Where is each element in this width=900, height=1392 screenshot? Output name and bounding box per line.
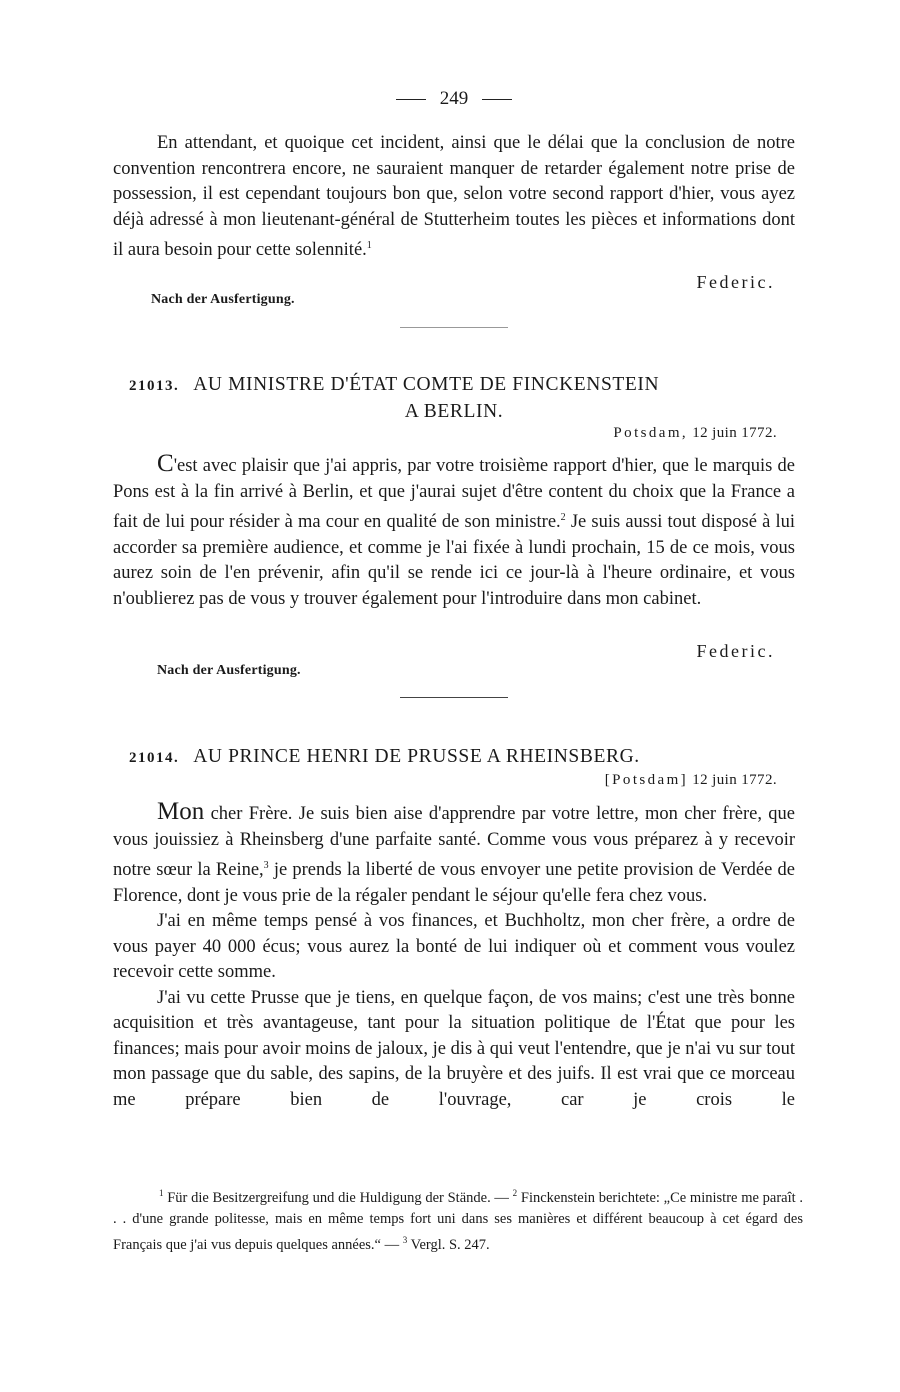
section-divider (400, 697, 508, 698)
letter-recipient-place: A BERLIN. (404, 401, 504, 422)
page-number-dash-right (482, 99, 512, 100)
letter-paragraph: Mon cher Frère. Je suis bien aise d'apprendre par votre lettre, mon cher frère, que vous jouissiez à Rheinsberg d'une parfaite santé. Comme vous vous préparez à y recevoir notre sœur la Reine,$^3$ je prends la liberté de vous envoyer une petite provision de Verdée de Florence, dont je vous prie de la régaler pendant le séjour qu'elle fera chez vous. (113, 798, 795, 906)
footnote-text: $^1$ Für die Besitzergreifung und die Huldigung der Stände. — $^2$ Finckenstein berichtete: „Ce ministre me paraît . . . d'une grande politesse, mais en même temps fort uni dans ses manières et différent beaucoup à cet égard des Français que j'ai vus depuis quelques années.“ — $^3$ Vergl. S. 247. (113, 1188, 804, 1253)
letter-body-21013 (113, 451, 795, 612)
letter-heading-21013 (113, 372, 795, 425)
letter-body-21014 (113, 799, 795, 1113)
footnote-ref: 2 (560, 512, 566, 523)
source-note: Nach der Ausfertigung. (157, 663, 301, 678)
letter-dateline: Potsdam, 12 juin 1772. (613, 425, 777, 441)
signature: Federic. (696, 272, 775, 292)
footnote-ref: 3 (263, 860, 269, 871)
letter-number: 21014. (129, 750, 180, 766)
letter-paragraph: J'ai vu cette Prusse que je tiens, en quelque façon, de vos mains; c'est une très bonne acquisition et très avantageuse, tant pour la situation politique de l'État que pour les finances; mais pour avoir moins de jaloux, je dis à qui veut l'entendre, que je n'ai vu sur tout mon passage que du sable, des sapins, de la bruyère et des juifs. Il est vrai que ce morceau me prépare bien de l'ouvrage, car je crois le (113, 987, 795, 1110)
letter-recipient: AU MINISTRE D'ÉTAT COMTE DE FINCKENSTEIN (193, 374, 660, 395)
letter-heading-21014 (113, 744, 795, 771)
letter-dateline: [Potsdam] 12 juin 1772. (604, 772, 777, 788)
page-number: 249 (113, 88, 795, 110)
section-divider (400, 327, 508, 328)
intro-paragraph: En attendant, et quoique cet incident, ainsi que le délai que la conclusion de notre convention rencontrera encore, ne sauraient manquer de retarder également notre prise de possession, il est cependant toujours bon que, selon votre second rapport d'hier, vous ayez déjà adressé à mon lieutenant-général de Stutterheim toutes les pièces et informations dont il aura besoin pour cette solennité.$^1$ (113, 133, 795, 261)
letter-recipient: AU PRINCE HENRI DE PRUSSE A RHEINSBERG. (193, 746, 640, 767)
footnotes (113, 1183, 803, 1256)
signature: Federic. (696, 641, 775, 661)
letter-paragraph: J'ai en même temps pensé à vos finances, et Buchholtz, mon cher frère, a ordre de vous payer 40 000 écus; vous aurez la bonté de lui indiquer où et comment vous voulez recevoir cette somme. (113, 911, 795, 983)
letter-number: 21013. (129, 378, 180, 394)
source-note: Nach der Ausfertigung. (151, 292, 295, 307)
footnote-ref: 1 (366, 240, 372, 251)
intro-paragraph-block (113, 131, 795, 264)
letter-paragraph: C'est avec plaisir que j'ai appris, par votre troisième rapport d'hier, que le marquis de Pons est à la fin arrivé à Berlin, et que j'aurai sujet d'être content du choix que la France a fait de lui pour résider à ma cour en qualité de son ministre.$^2$ Je suis aussi tout disposé à lui accorder sa première audience, et comme je l'ai fixée à lundi prochain, 15 de ce mois, vous aurez soin de l'en prévenir, afin qu'il se rende ici ce jour-là à l'heure ordinaire, et vous n'oublierez pas de vous y trouver également pour l'introduire dans mon cabinet. (113, 450, 795, 609)
page-number-dash-left (396, 99, 426, 100)
